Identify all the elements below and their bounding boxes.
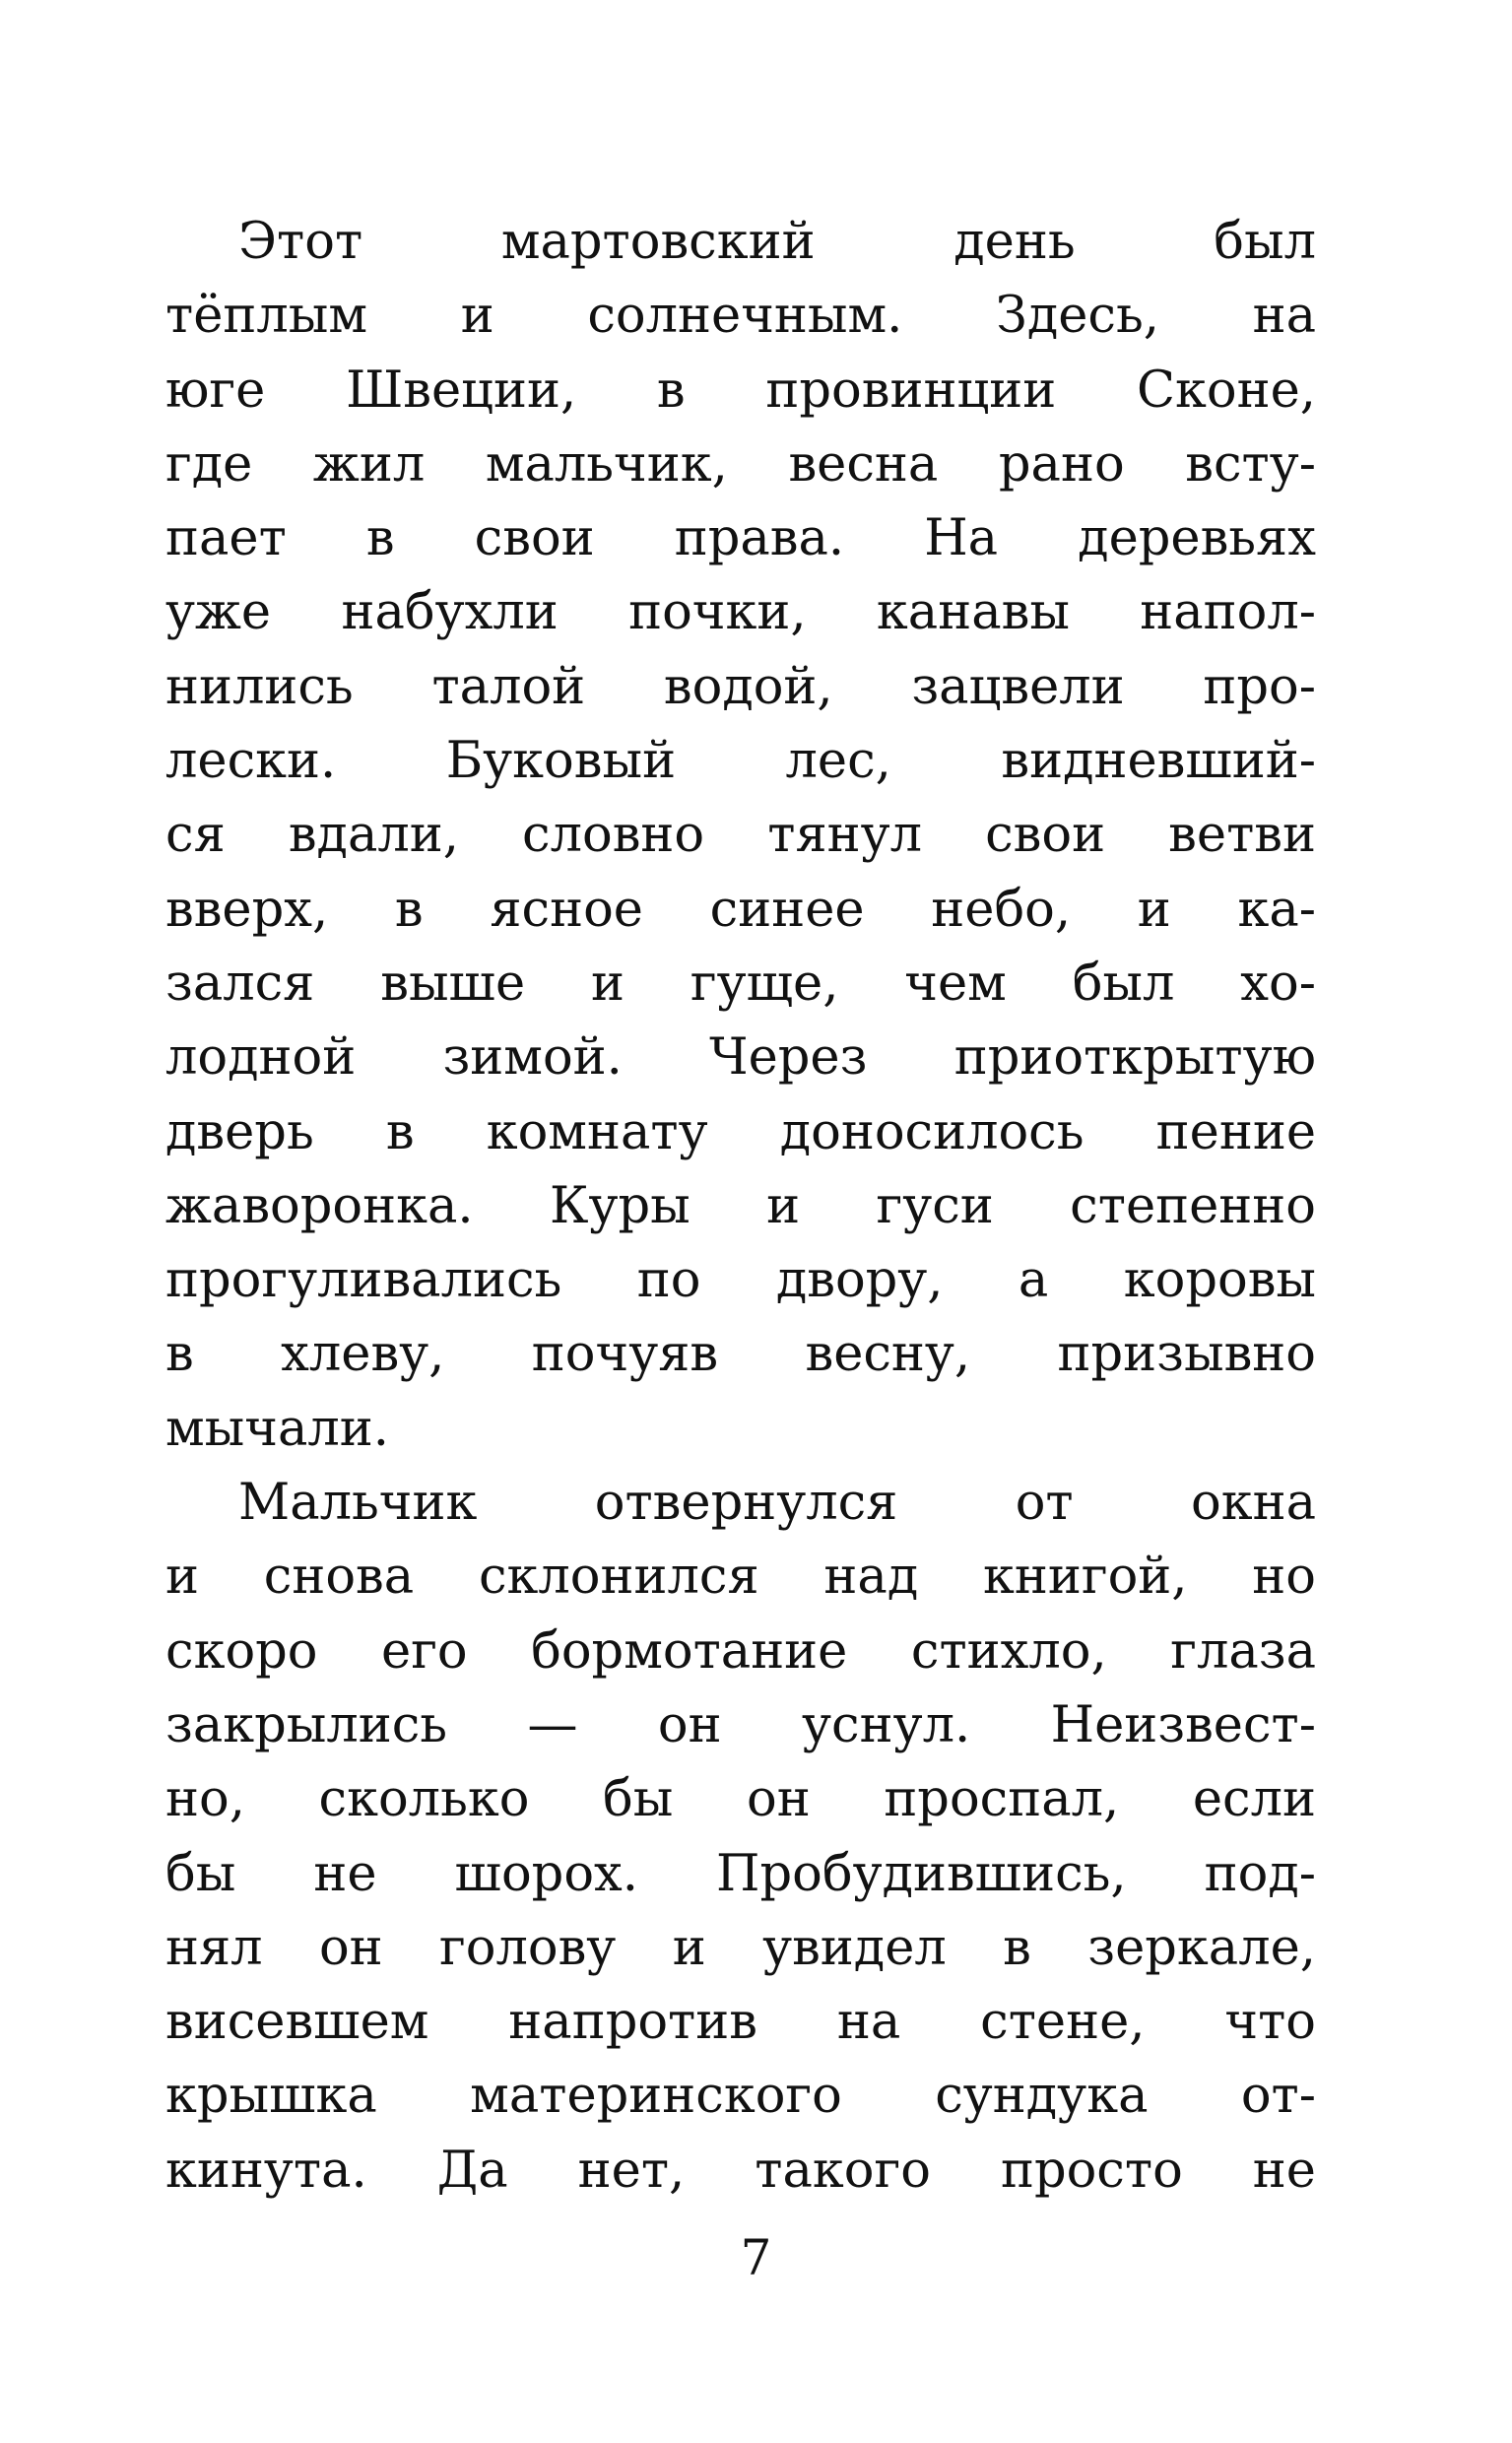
text-line: уже набухли почки, канавы напол-	[165, 583, 1316, 642]
body-text	[165, 205, 1316, 2208]
text-line: мычали.	[165, 1399, 389, 1458]
text-line: крышка материнского сундука от-	[165, 2067, 1316, 2126]
text-line: юге Швеции, в провинции Сконе,	[165, 361, 1316, 420]
text-line: лески. Буковый лес, видневший-	[165, 732, 1316, 791]
text-line: но, сколько бы он проспал, если	[165, 1770, 1316, 1829]
text-line: зался выше и гуще, чем был хо-	[165, 954, 1316, 1013]
text-line: дверь в комнату доносилось пение	[165, 1102, 1316, 1161]
text-line: в хлеву, почуяв весну, призывно	[165, 1325, 1316, 1384]
text-line: скоро его бормотание стихло, глаза	[165, 1621, 1316, 1681]
text-line: лодной зимой. Через приоткрытую	[165, 1028, 1316, 1088]
text-line: Мальчик отвернулся от окна	[238, 1474, 1316, 1533]
text-line: тёплым и солнечным. Здесь, на	[165, 287, 1316, 346]
text-line: висевшем напротив на стене, что	[165, 1993, 1316, 2052]
text-line: жаворонка. Куры и гуси степенно	[165, 1176, 1316, 1235]
text-line: ся вдали, словно тянул свои ветви	[165, 806, 1316, 865]
text-line: закрылись — он уснул. Неизвест-	[165, 1695, 1316, 1754]
text-line: пает в свои права. На деревьях	[165, 509, 1316, 568]
text-line: Этот мартовский день был	[238, 213, 1316, 271]
text-line: прогуливались по двору, а коровы	[165, 1251, 1316, 1310]
text-line: бы не шорох. Пробудившись, под-	[165, 1844, 1316, 1903]
page-number: 7	[740, 2229, 772, 2286]
paragraph-1	[165, 205, 1316, 1466]
text-line: нились талой водой, зацвели про-	[165, 657, 1316, 716]
text-line: где жил мальчик, весна рано всту-	[165, 434, 1316, 494]
text-line: нял он голову и увидел в зеркале,	[165, 1918, 1316, 1977]
text-line: вверх, в ясное синее небо, и ка-	[165, 880, 1316, 939]
text-line: и снова склонился над книгой, но	[165, 1548, 1316, 1607]
paragraph-2	[165, 1466, 1316, 2208]
text-line: кинута. Да нет, такого просто не	[165, 2141, 1316, 2200]
